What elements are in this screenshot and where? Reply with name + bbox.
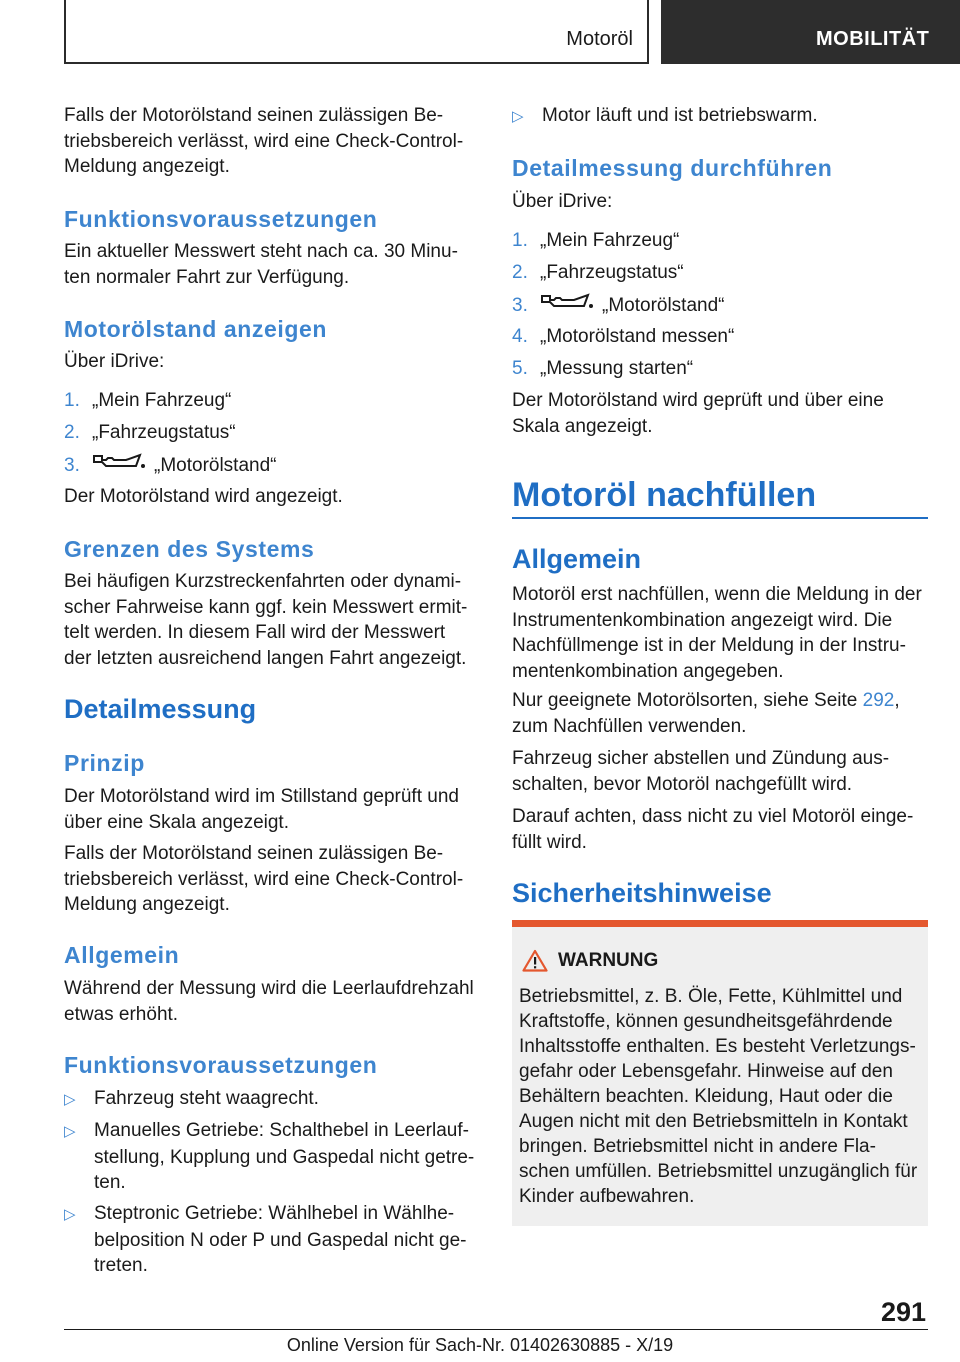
triangle-bullet-icon: ▷ [64,1123,76,1140]
triangle-bullet-icon: ▷ [64,1206,76,1223]
heading-funktionsvoraussetzungen: Funktionsvoraussetzungen [64,206,378,232]
text-line: zum Nachfüllen verwenden. [512,715,747,737]
text-line: etwas erhöht. [64,1003,179,1025]
text-line: Meldung angezeigt. [64,894,230,915]
list-number: 3. [512,294,528,316]
header-chapter-tab [661,0,960,64]
text-line: triebsbereich verlässt, wird eine Check-Control- [64,868,464,890]
after-list-paragraph [512,388,884,439]
oil-can-icon [540,292,594,320]
heading-grenzen: Grenzen des Systems [64,536,315,562]
heading-allgemein-2: Allgemein [512,544,642,574]
list-text: „Motorölstand“ [602,294,725,316]
text-line: Fahrzeug sicher abstellen und Zündung aus- [512,748,890,769]
heading-prinzip: Prinzip [64,750,145,776]
text-line: telt werden. In diesem Fall wird der Messwert [64,622,446,643]
ueber-idrive-label: Über iDrive: [64,351,165,372]
page-link[interactable]: 292 [862,690,895,711]
heading-motoroel-nachfuellen: Motoröl nachfüllen [512,476,817,514]
text-line: über eine Skala angezeigt. [64,811,289,833]
prinzip-paragraph-2 [64,841,463,918]
text-line: Der Motorölstand wird im Stillstand geprüft und [64,786,459,807]
warning-triangle-icon [522,949,548,977]
heading-funktionsvoraussetzungen-2: Funktionsvoraussetzungen [64,1052,378,1078]
heading-detailmessung-durchfuehren: Detailmessung durchführen [512,155,833,181]
list-item [512,228,679,254]
text-line: Betriebsmittel, z. B. Öle, Fette, Kühlmittel und [519,986,903,1007]
list-number: 4. [512,326,528,347]
text-line: Motoröl erst nachfüllen, wenn die Meldung in der [512,584,922,605]
list-text: „Messung starten“ [540,358,694,379]
bullet-text: Fahrzeug steht waagrecht. [94,1088,319,1109]
list-text: „Motorölstand“ [154,454,277,476]
text-line: Nachfüllmenge ist in der Meldung in der Instru- [512,635,906,656]
text-line: Kinder aufbewahren. [519,1186,695,1207]
text-line: Bei häufigen Kurzstreckenfahrten oder dynami- [64,571,462,592]
text-span: , [894,690,900,711]
heading-allgemein: Allgemein [64,942,180,968]
bullet-text: treten. [94,1255,148,1276]
bullet-text: belposition N oder P und Gaspedal nicht ge- [94,1229,467,1251]
text-line: Skala angezeigt. [512,415,653,437]
list-number: 5. [512,358,528,379]
text-line: Während der Messung wird die Leerlaufdrehzahl [64,978,474,999]
text-line: triebsbereich verlässt, wird eine Check-Control- [64,130,464,152]
text-line: Behältern beachten. Kleidung, Haut oder die [519,1086,893,1107]
list-text: „Fahrzeugstatus“ [92,422,236,443]
funktions-paragraph [64,239,458,290]
sorten-paragraph [512,688,900,739]
page-number: 291 [880,1297,926,1327]
after-list-text: Der Motorölstand wird angezeigt. [64,486,343,507]
text-line: gefahr oder Lebensgefahr. Hinweise auf den [519,1061,893,1082]
text-line: Ein aktueller Messwert steht nach ca. 30 Minu- [64,241,458,262]
heading-sicherheitshinweise: Sicherheitshinweise [512,878,772,908]
abstellen-paragraph [512,746,889,797]
grenzen-paragraph [64,569,467,671]
warning-title: WARNUNG [558,950,659,971]
list-item [512,324,734,350]
list-item [64,388,231,414]
list-item [64,420,236,446]
text-line: Meldung angezeigt. [64,156,230,177]
list-number: 1. [512,230,528,251]
triangle-bullet-icon: ▷ [512,108,524,125]
bullet-text: stellung, Kupplung und Gaspedal nicht getre- [94,1146,475,1168]
prinzip-paragraph-1 [64,784,459,835]
text-line: ten normaler Fahrt zur Verfügung. [64,266,350,288]
text-line: Darauf achten, dass nicht zu viel Motoröl einge- [512,806,914,827]
text-line: schalten, bevor Motoröl nachgefüllt wird. [512,773,853,795]
list-text: „Mein Fahrzeug“ [92,390,232,411]
text-line: füllt wird. [512,831,587,853]
bullet-text: Steptronic Getriebe: Wählhebel in Wählhe- [94,1203,455,1224]
text-line: der letzten ausreichend langen Fahrt angezeigt. [64,647,467,669]
text-line: Der Motorölstand wird geprüft und über eine [512,390,884,411]
list-text: „Motorölstand messen“ [540,326,735,347]
bullet-item [64,1118,474,1196]
text-line: schen umfüllen. Betriebsmittel unzugänglich für [519,1161,918,1182]
heading-underline [512,517,928,519]
bullet-item [512,103,818,130]
text-line: scher Fahrweise kann ggf. kein Messwert ermit- [64,596,468,618]
triangle-bullet-icon: ▷ [64,1091,76,1108]
intro-paragraph [64,103,463,180]
text-line: Falls der Motorölstand seinen zulässigen Be- [64,105,444,126]
header-chapter-label: MOBILITÄT [816,28,930,50]
text-line: mentenkombination angegeben. [512,660,784,682]
footer-divider [64,1329,928,1330]
list-text: „Fahrzeugstatus“ [540,262,684,283]
list-number: 2. [512,262,528,283]
bullet-text: ten. [94,1172,126,1193]
bullet-item [64,1086,319,1113]
heading-detailmessung: Detailmessung [64,694,257,724]
list-item [64,452,277,480]
achten-paragraph [512,804,913,855]
list-item [512,292,725,320]
warning-box [512,920,928,1226]
ueber-idrive-label: Über iDrive: [512,191,613,212]
list-item [512,260,684,286]
footer-version-text: Online Version für Sach-Nr. 01402630885 - X/19 [286,1335,674,1355]
list-number: 2. [64,422,80,443]
list-text: „Mein Fahrzeug“ [540,230,680,251]
header-section-label: Motoröl [566,28,633,50]
text-line: Instrumentenkombination angezeigt wird. Die [512,609,893,631]
bullet-item [64,1201,467,1279]
text-line: Augen nicht mit den Betriebsmitteln in Kontakt [519,1111,908,1132]
allgemein-paragraph [64,976,474,1027]
list-number: 1. [64,390,80,411]
bullet-text: Manuelles Getriebe: Schalthebel in Leerlauf- [94,1120,469,1141]
text-line: Inhaltsstoffe enthalten. Es besteht Verletzungs- [519,1036,916,1057]
oil-can-icon [92,452,146,480]
text-line: Falls der Motorölstand seinen zulässigen Be- [64,843,444,864]
warning-text [519,984,917,1209]
text-line: bringen. Betriebsmittel nicht in andere Fla- [519,1136,876,1157]
allgemein-paragraph-2 [512,582,922,684]
text-span: Nur geeignete Motorölsorten, siehe Seite [512,690,863,711]
list-number: 3. [64,454,80,476]
bullet-text: Motor läuft und ist betriebswarm. [542,105,818,126]
heading-motoroelstand-anzeigen: Motorölstand anzeigen [64,316,328,342]
text-line: Kraftstoffe, können gesundheitsgefährdende [519,1011,893,1032]
list-item [512,356,693,382]
header-section-tab [64,0,649,64]
